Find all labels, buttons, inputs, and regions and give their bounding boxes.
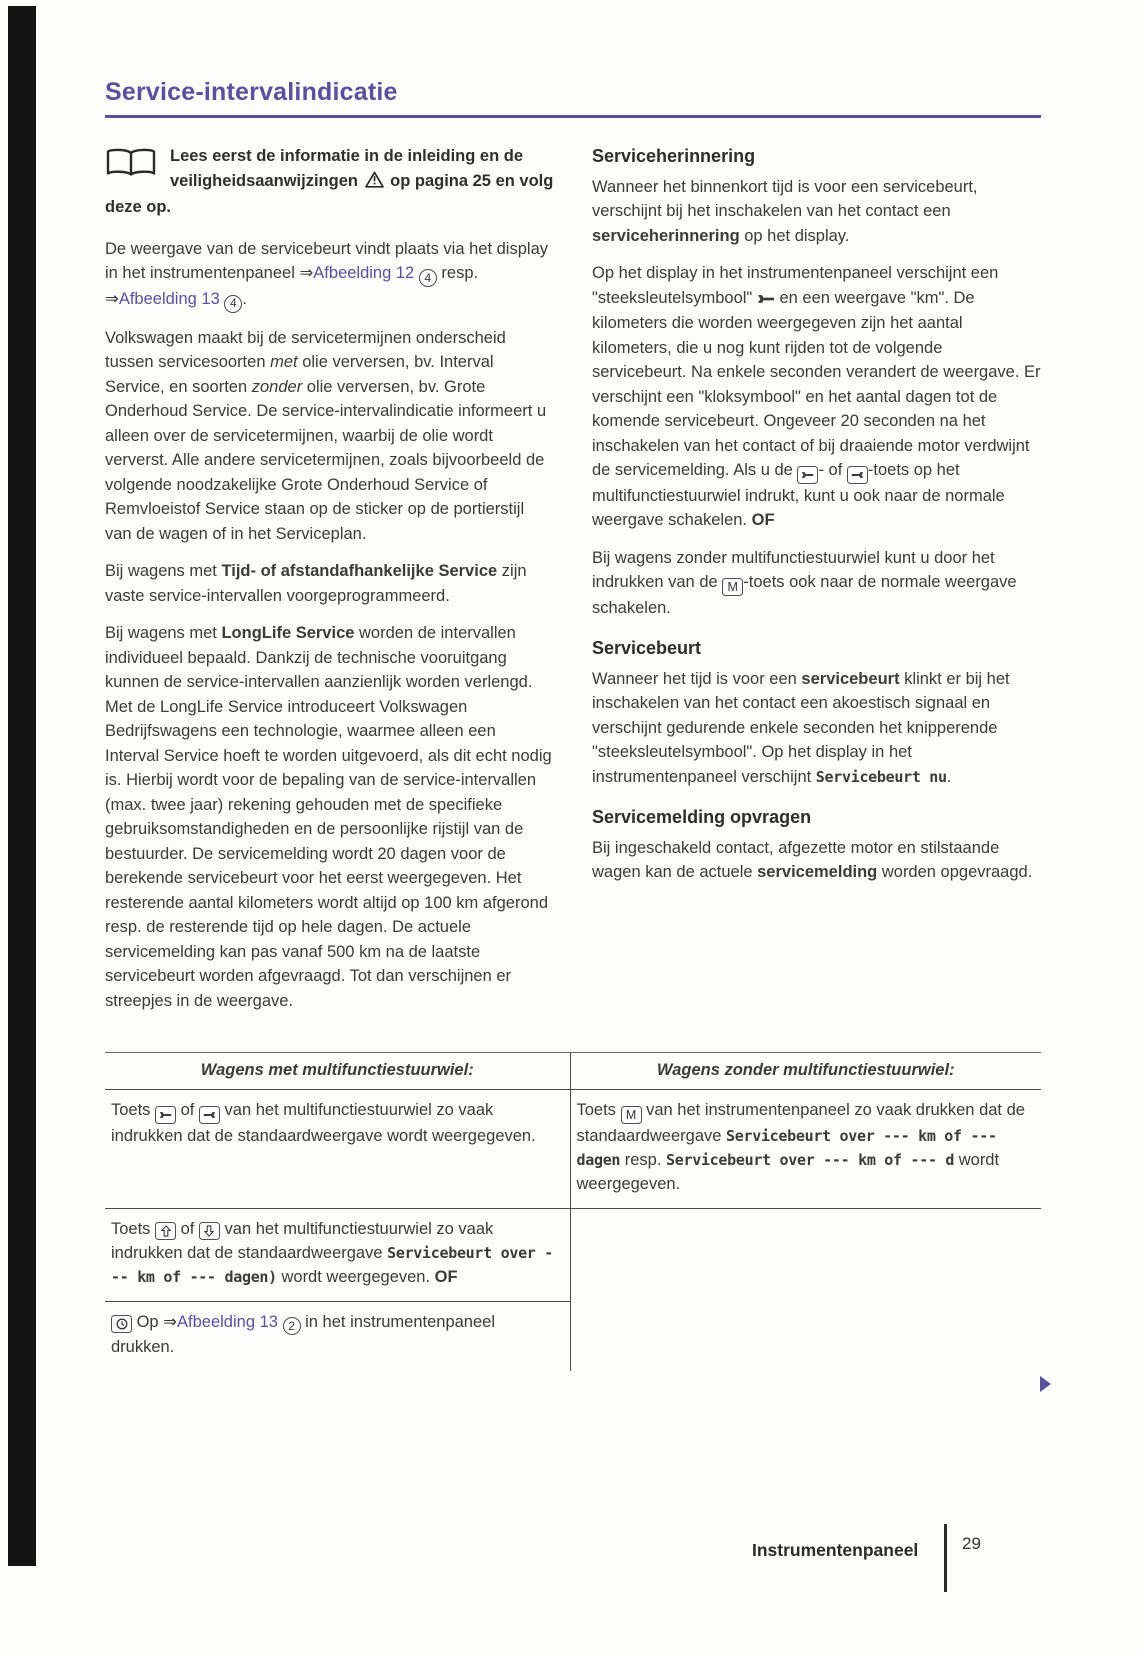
paragraph-serviceherinnering: Wanneer het binnenkort tijd is voor een servicebeurt, verschijnt bij het inschakelen van het contact een serviceherinnering op het display. xyxy=(592,177,978,245)
paragraph-servicesoorten: Volkswagen maakt bij de servicetermijnen onderscheid tussen servicesoorten met olie verversen, bv. Interval Service, en soorten zonder olie verversen, bv. Grote Onderhoud Service. De service-intervalindicatie informeert u alleen over de servicetermijnen, waarbij de olie wordt ververst. Alle andere servicetermijnen, zoals bijvoorbeeld de volgende noodzakelijke Grote Onderhoud Service of Remvloeistof Service staan op de sticker op de portierstijl van de wagen of in het Serviceplan. xyxy=(105,328,547,543)
wrench-left-button-icon xyxy=(155,1106,176,1124)
left-column xyxy=(105,144,554,1026)
heading-servicebeurt: Servicebeurt xyxy=(592,638,702,659)
table-cell-r3-left: Op ⇒Afbeelding 13 2 in het instrumentenpaneel drukken. xyxy=(105,1301,570,1371)
wrench-left-button-icon xyxy=(797,466,818,484)
arrow-up-button-icon xyxy=(155,1222,176,1240)
table-header-zonder: Wagens zonder multifunctiestuurwiel: xyxy=(570,1053,1041,1090)
wrench-right-button-icon xyxy=(199,1106,220,1124)
paragraph-servicemelding: Bij ingeschakeld contact, afgezette motor en stilstaande wagen kan de actuele servicemelding worden opgevraagd. xyxy=(592,838,1033,882)
m-button-icon: M xyxy=(621,1106,642,1124)
page-content xyxy=(105,78,1041,1371)
table-header-row xyxy=(105,1053,1041,1090)
page-title: Service-intervalindicatie xyxy=(105,78,398,106)
paragraph-display-weergave: De weergave van de servicebeurt vindt plaats via het display in het instrumentenpaneel ⇒Afbeelding 12 4 resp. ⇒Afbeelding 13 4 . xyxy=(105,237,554,313)
ref-afbeelding-12[interactable]: Afbeelding 12 xyxy=(313,264,415,282)
table-cell-r2-left: Toets of van het multifunctiestuurwiel zo vaak indrukken dat de standaardweergave Servicebeurt over --- km of --- dagen) wordt weergegeven. OF xyxy=(105,1208,570,1301)
callout-number-4: 4 xyxy=(419,269,437,287)
page-continues-arrow-icon xyxy=(1040,1376,1051,1392)
right-column xyxy=(592,144,1041,1026)
intro-note-text: Lees eerst de informatie in de inleiding en de veiligheidsaanwijzingen xyxy=(170,147,524,190)
paragraph-tijd-afstand: Bij wagens met Tijd- of afstandafhankelijke Service zijn vaste service-intervallen voorgeprogrammeerd. xyxy=(105,562,527,605)
table-cell-empty xyxy=(570,1208,1041,1371)
intro-note xyxy=(105,144,554,220)
paragraph-display-symbolen: Op het display in het instrumentenpaneel verschijnt een "steeksleutelsymbool" en een weergave "km". De kilometers die worden weergegeven zijn het aantal kilometers, die u nog kunt rijden tot de volgende servicebeurt. Na enkele seconden verandert de weergave. Er verschijnt een "kloksymbool" en het aantal dagen tot de komende servicebeurt. Ongeveer 20 seconden na het inschakelen van het contact of bij draaiende motor verdwijnt de servicemelding. Als u de - of -toets op het multifunctiestuurwiel indrukt, kunt u ook naar de normale weergave schakelen. OF xyxy=(592,264,1041,529)
table-cell-r1-left: Toets of van het multifunctiestuurwiel zo vaak indrukken dat de standaardweergave wordt weergegeven. xyxy=(105,1090,570,1209)
paragraph-servicebeurt: Wanneer het tijd is voor een servicebeurt klinkt er bij het inschakelen van het contact een akoestisch signaal en verschijnt gedurende enkele seconden het knipperende "steeksleutelsymbool". Op het display in het instrumentenpaneel verschijnt Servicebeurt nu. xyxy=(592,669,1010,786)
callout-number-4b: 4 xyxy=(224,295,242,313)
table-row xyxy=(105,1090,1041,1209)
table-row xyxy=(105,1208,1041,1301)
ref-afbeelding-13[interactable]: Afbeelding 13 xyxy=(118,289,220,308)
footer-divider xyxy=(944,1524,947,1592)
table-cell-r1-right: Toets M van het instrumentenpaneel zo vaak drukken dat de standaardweergave Servicebeurt over --- km of --- dagen resp. Servicebeurt over --- km of --- d wordt weergegeven. xyxy=(570,1090,1041,1209)
page-number: 29 xyxy=(962,1534,981,1553)
wrench-right-button-icon xyxy=(847,466,868,484)
clock-button-icon xyxy=(111,1315,132,1333)
m-button-icon: M xyxy=(722,578,743,596)
heading-servicemelding-opvragen: Servicemelding opvragen xyxy=(592,807,812,828)
page-binding-bar xyxy=(8,6,36,1566)
open-book-icon xyxy=(105,147,157,186)
title-rule xyxy=(105,115,1041,118)
ref-afbeelding-13[interactable]: Afbeelding 13 xyxy=(177,1312,278,1331)
table-header-met: Wagens met multifunctiestuurwiel: xyxy=(105,1053,570,1090)
paragraph-longlife: Bij wagens met LongLife Service worden de intervallen individueel bepaald. Dankzij de technische vooruitgang kunnen de service-intervallen aanzienlijk worden verlengd. Met de LongLife Service introduceert Volkswagen Bedrijfswagens een technologie, waarmee alleen een Interval Service hoeft te worden uitgevoerd, als dit echt nodig is. Hierbij wordt voor de bepaling van de service-intervallen (max. twee jaar) rekening gehouden met de specifieke gebruiksomstandigheden en de persoonlijke rijstijl van de bestuurder. De servicemelding wordt 20 dagen voor de berekende servicebeurt voor het eerst weergegeven. Het resterende aantal kilometers wordt altijd op 100 km afgerond resp. de resterende tijd op hele dagen. De actuele servicemelding kan pas vanaf 500 km na de laatste servicebeurt worden afgevraagd. Tot dan verschijnen er streepjes in de weergave. xyxy=(105,624,552,1010)
steering-wheel-options-table xyxy=(105,1052,1041,1371)
callout-number-2: 2 xyxy=(283,1317,301,1335)
heading-serviceherinnering: Serviceherinnering xyxy=(592,146,756,166)
wrench-symbol-icon xyxy=(757,287,775,312)
arrow-down-button-icon xyxy=(199,1222,220,1240)
intro-note-text2: op pagina 25 en volg deze op. xyxy=(105,171,554,216)
paragraph-zonder-stuurwiel: Bij wagens zonder multifunctiestuurwiel kunt u door het indrukken van de M -toets ook naar de normale weergave schakelen. xyxy=(592,548,1017,617)
footer-section-label: Instrumentenpaneel xyxy=(752,1540,919,1560)
warning-triangle-icon xyxy=(365,171,384,196)
